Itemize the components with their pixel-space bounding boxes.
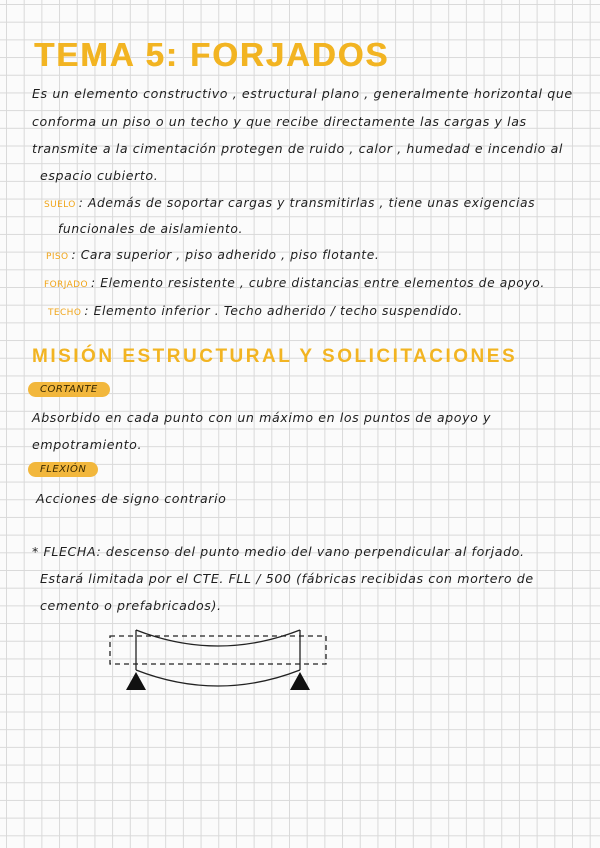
undeformed-slab-outline [110, 636, 326, 664]
flecha-line-1 [32, 544, 525, 559]
def-piso-label: PISO [46, 252, 69, 262]
def-piso [46, 248, 379, 262]
cortante-line-1: Absorbido en cada punto con un máximo en los puntos de apoyo y [32, 410, 492, 425]
flecha-lead: * FLECHA [32, 544, 97, 559]
def-suelo-continued: funcionales de aislamiento. [58, 222, 244, 236]
def-techo-text: : Elemento inferior . Techo adherido / techo suspendido. [84, 304, 463, 318]
def-forjado-label: FORJADO [44, 280, 88, 290]
cortante-line-2: empotramiento. [32, 437, 143, 452]
flecha-text: : descenso del punto medio del vano perpendicular al forjado. [96, 544, 525, 559]
cortante-tag: CORTANTE [28, 382, 110, 397]
deflected-bottom-edge [136, 670, 300, 686]
def-suelo-text: : Además de soportar cargas y transmitirlas , tiene unas exigencias [78, 196, 536, 210]
intro-line-1: Es un elemento constructivo , estructural plano , generalmente horizontal que [32, 86, 573, 101]
def-suelo-label: SUELO [44, 200, 76, 210]
def-techo-label: TECHO [48, 308, 82, 318]
page-title: TEMA 5: FORJADOS [34, 36, 390, 73]
beam-deflection-diagram [100, 618, 340, 698]
def-suelo [44, 196, 535, 210]
flexion-line-1: Acciones de signo contrario [36, 491, 227, 506]
flexion-tag: FLEXIÓN [28, 462, 98, 477]
intro-line-3: transmite a la cimentación protegen de ruido , calor , humedad e incendio al [32, 141, 563, 156]
flecha-line-2: Estará limitada por el CTE. FLL / 500 (fábricas recibidas con mortero de [40, 571, 534, 586]
intro-line-4: espacio cubierto. [40, 168, 159, 183]
right-support-icon [290, 672, 310, 690]
def-techo [48, 304, 463, 318]
def-piso-text: : Cara superior , piso adherido , piso flotante. [71, 248, 380, 262]
def-forjado-text: : Elemento resistente , cubre distancias entre elementos de apoyo. [90, 276, 545, 290]
def-forjado [44, 276, 545, 290]
left-support-icon [126, 672, 146, 690]
section-title: MISIÓN ESTRUCTURAL Y SOLICITACIONES [32, 346, 518, 367]
intro-line-2: conforma un piso o un techo y que recibe directamente las cargas y las [32, 114, 527, 129]
flecha-line-3: cemento o prefabricados). [40, 598, 222, 613]
deflected-top-edge [136, 630, 300, 646]
